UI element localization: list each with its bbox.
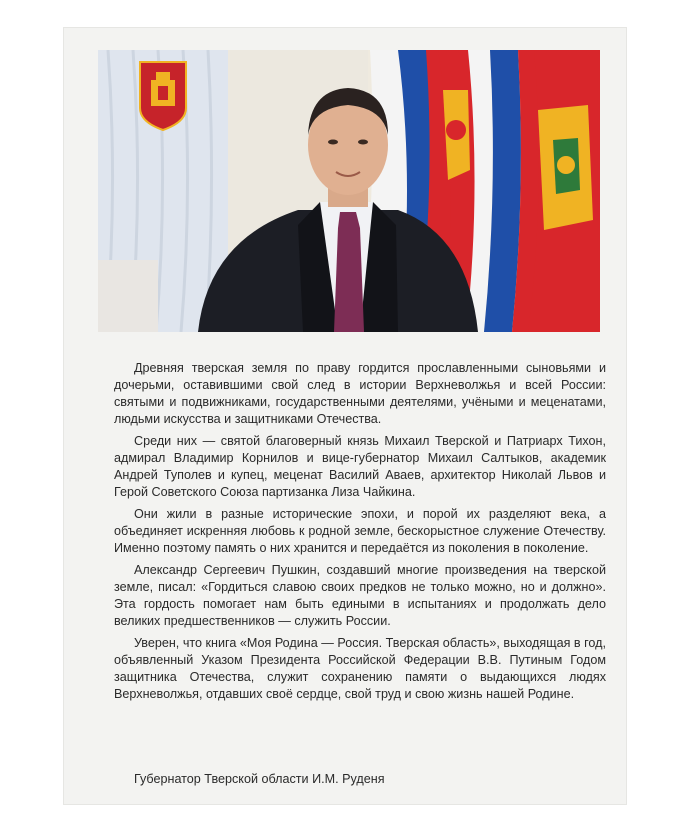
paragraph-5: Уверен, что книга «Моя Родина — Россия. Тверская область», выходящая в год, объявленный Указом Президента Российской Федерации В.В. Путиным Годом защитника Отечества, служит сохранению памяти о выдающихся людях Верхневолжья, отдавших своё сердце, свой труд и свою жизнь нашей Родине. [114,636,606,701]
book-page [64,28,626,804]
paragraph-4: Александр Сергеевич Пушкин, создавший многие произведения на тверской земле, писал: «Гордиться славою своих предков не только можно, но и должно». Эта гордость помогает нам быть едиными в испытаниях и продолжать дело великих предшественников — служить России. [114,563,606,628]
lamp-base [98,260,158,332]
signature: Губернатор Тверской области И.М. Руденя [134,772,385,786]
governor-photo [98,50,600,332]
paragraph-1: Древняя тверская земля по праву гордится прославленными сыновьями и дочерьми, оставившими свой след в истории Верхневолжья и всей России: святыми и подвижниками, государственными деятелями, учёными и меценатами, людьми искусства и защитниками Отечества. [114,361,606,426]
tver-coat-of-arms-icon [140,62,186,130]
paragraph-2: Среди них — святой благоверный князь Михаил Тверской и Патриарх Тихон, адмирал Владимир Корнилов и вице-губернатор Михаил Салтыков, академик Андрей Туполев и купец, меценат Василий Аваев, архитектор Николай Львов и Герой Советского Союза партизанка Лиза Чайкина. [114,434,606,499]
preface-text [114,360,606,708]
tver-flag-right [528,50,600,332]
russian-flag-right [466,50,541,332]
photo-illustration [98,50,600,332]
paragraph-3: Они жили в разные исторические эпохи, и порой их разделяют века, а объединяет искренняя любовь к родной земле, бескорыстное служение Отечеству. Именно поэтому память о них хранится и передаётся из поколения в поколение. [114,507,606,555]
